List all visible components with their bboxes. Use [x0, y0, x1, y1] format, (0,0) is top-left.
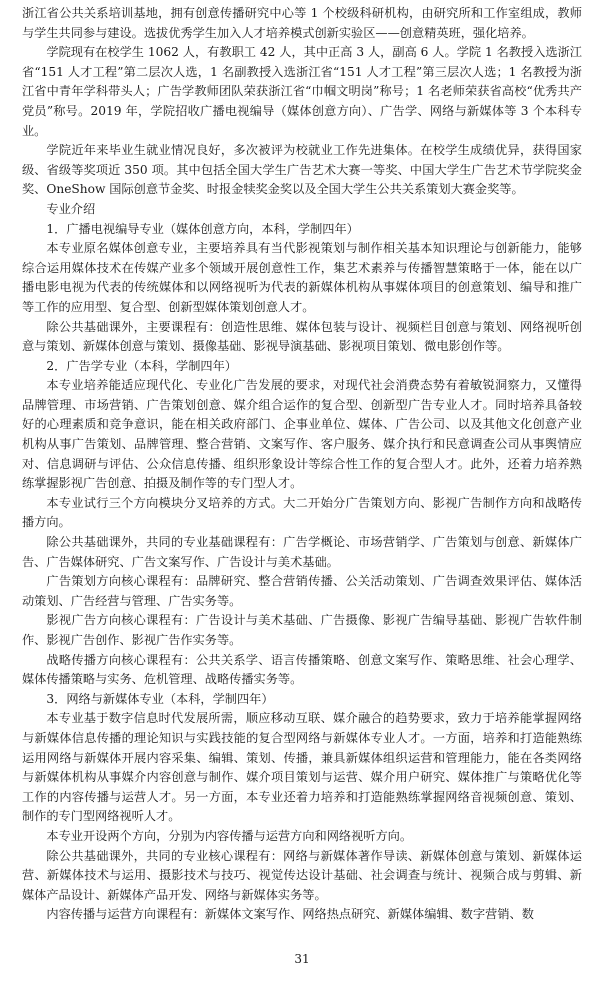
paragraph: 本专业开设两个方向，分别为内容传播与运营方向和网络视听方向。: [46, 828, 413, 843]
section-heading: 2．广告学专业（本科，学制四年）: [46, 358, 237, 373]
paragraph: 除公共基础课外，共同的专业核心课程有：网络与新媒体著作导读、新媒体创意与策划、新媒体运营、新媒体技术与运用、摄影技术与技巧、视觉传达设计基础、社会调查与统计、视频合成与剪辑、新媒体产品设计、新媒体产品开发、网络与新媒体实务等。: [22, 848, 582, 902]
paragraph: 影视广告方向核心课程有：广告设计与美术基础、广告摄像、影视广告编导基础、影视广告软件制作、影视广告创作、影视广告作实务等。: [22, 613, 582, 647]
paragraph: 本专业原名媒体创意专业，主要培养具有当代影视策划与制作相关基本知识理论与创新能力，能够综合运用媒体技术在传媒产业多个领域开展创意性工作，集艺术素养与传播智慧策略于一体，能在以广播电影电视为代表的传统媒体和以网络视听为代表的新媒体机构从事媒体项目的创意策划、编导和推广等工作的应用型、复合型、创新型媒体策划创意人才。: [22, 241, 582, 314]
paragraph: 学院现有在校学生 1062 人，有教职工 42 人，其中正高 3 人，副高 6 人。学院 1 名教授入选浙江省“151 人才工程”第二层次人选，1 名副教授入选浙江省“151 人才工程”第三层次人选；1 名教授为浙江省中青年学科带头人；广告学教师团队荣获浙江省“巾帼文明岗”称号；1 名老师荣获省高校“优秀共产党员”称号。2019 年，学院招收广播电视编导（媒体创意方向）、广告学、网络与新媒体等 3 个本科专业。: [22, 45, 582, 138]
section-heading: 3．网络与新媒体专业（本科，学制四年）: [46, 691, 274, 706]
paragraph: 除公共基础课外，主要课程有：创造性思维、媒体包装与设计、视频栏目创意与策划、网络视听创意与策划、新媒体创意与策划、摄像基础、影视导演基础、影视项目策划、微电影创作等。: [22, 319, 582, 354]
paragraph: 本专业试行三个方向模块分叉培养的方式。大二开始分广告策划方向、影视广告制作方向和战略传播方向。: [22, 495, 582, 530]
document-body: [22, 4, 582, 925]
paragraph: 本专业培养能适应现代化、专业化广告发展的要求，对现代社会消费态势有着敏锐洞察力，又懂得品牌管理、市场营销、广告策划创意、媒介组合运作的复合型、创新型广告专业人才。同时培养具备较好的心理素质和竞争意识，能在相关政府部门、企事业单位、媒体、广告公司、以及其他文化创意产业机构从事广告策划、品牌管理、整合营销、文案写作、客户服务、媒介执行和民意调查公司从事舆情应对、信息调研与评估、公众信息传播、组织形象设计等综合性工作的复合型人才。此外，还着力培养熟练掌握影视广告创意、拍摄及制作等的专门型人才。: [22, 378, 582, 491]
section-heading: 专业介绍: [46, 201, 96, 216]
paragraph: 战略传播方向核心课程有：公共关系学、语言传播策略、创意文案写作、策略思维、社会心理学、媒体传播策略与实务、危机管理、战略传播实务等。: [22, 652, 582, 687]
paragraph: 浙江省公共关系培训基地，拥有创意传播研究中心等 1 个校级科研机构，由研究所和工作室组成，教师与学生共同参与建设。选拔优秀学生加入人才培养模式创新实验区——创意精英班，强化培养。: [22, 6, 582, 40]
paragraph: 学院近年来毕业生就业情况良好，多次被评为校就业工作先进集体。在校学生成绩优异，获得国家级、省级等奖项近 350 项。其中包括全国大学生广告艺术大赛一等奖、中国大学生广告艺术节学院奖金奖、OneShow 国际创意节金奖、时报金犊奖金奖以及全国大学生公共关系策划大赛金奖等。: [22, 143, 582, 197]
section-heading: 1．广播电视编导专业（媒体创意方向，本科，学制四年）: [46, 221, 359, 236]
page-number: 31: [294, 952, 310, 966]
paragraph: 本专业基于数字信息时代发展所需，顺应移动互联、媒介融合的趋势要求，致力于培养能掌握网络与新媒体信息传播的理论知识与实践技能的复合型网络与新媒体专业人才。一方面，培养和打造能熟练运用网络与新媒体开展内容采集、编辑、策划、传播，兼具新媒体组织运营和管理能力，能在各类网络与新媒体机构从事媒介内容创意与制作、媒介项目策划与运营、媒介用户研究、媒体推广与策略优化等工作的内容传播与运营人才。另一方面，本专业还着力培养和打造能熟练掌握网络音视频创意、策划、制作的专门型网络视听人才。: [22, 711, 582, 824]
paragraph: 广告策划方向核心课程有：品牌研究、整合营销传播、公关活动策划、广告调查效果评估、媒体活动策划、广告经营与管理、广告实务等。: [22, 574, 582, 608]
paragraph: 内容传播与运营方向课程有：新媒体文案写作、网络热点研究、新媒体编辑、数字营销、数: [46, 907, 534, 922]
paragraph: 除公共基础课外，共同的专业基础课程有：广告学概论、市场营销学、广告策划与创意、新媒体广告、广告媒体研究、广告文案写作、广告设计与美术基础。: [22, 535, 582, 569]
